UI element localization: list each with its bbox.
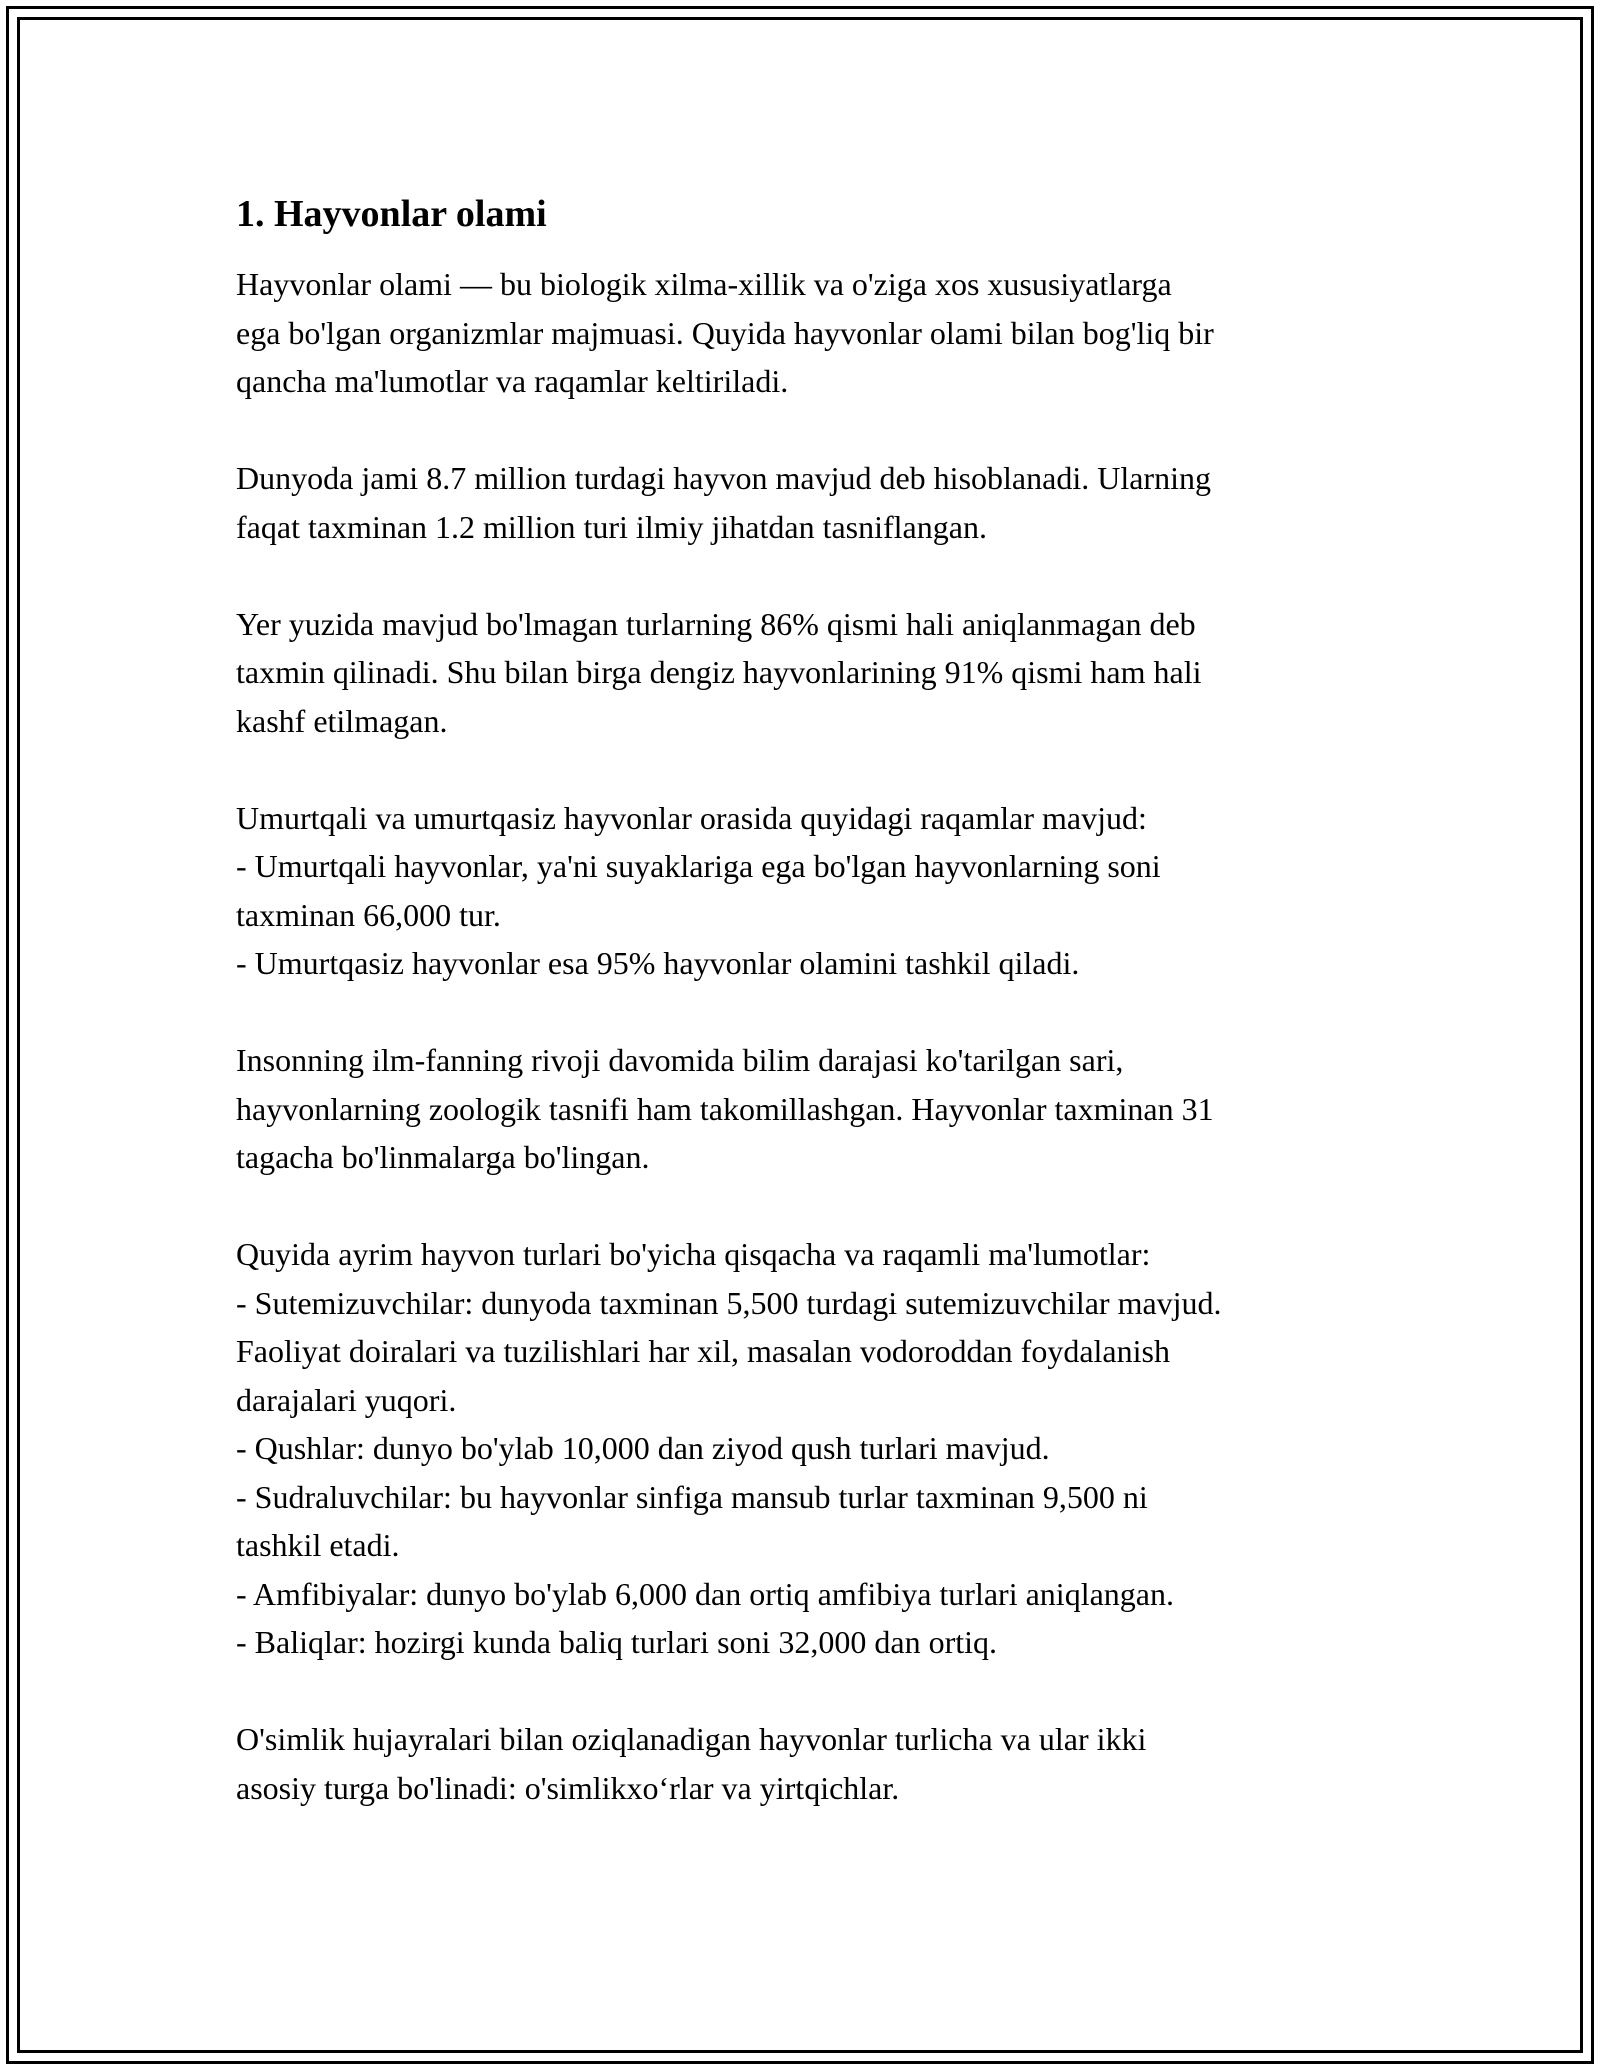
text-line: taxminan 66,000 tur. xyxy=(236,896,501,933)
text-line: tashkil etadi. xyxy=(236,1527,400,1563)
list-item: - Umurtqasiz hayvonlar esa 95% hayvonlar olamini tashkil qiladi. xyxy=(236,945,1080,981)
text-line: Faoliyat doiralari va tuzilishlari har xil, masalan vodoroddan foydalanish xyxy=(236,1333,1170,1369)
paragraph-species-count xyxy=(236,454,1386,551)
paragraph-intro xyxy=(236,260,1386,406)
list-item: - Sutemizuvchilar: dunyoda taxminan 5,500 turdagi sutemizuvchilar mavjud. xyxy=(236,1284,1222,1321)
text-line: tagacha bo'linmalarga bo'lingan. xyxy=(236,1139,650,1175)
list-item: - Amfibiyalar: dunyo bo'ylab 6,000 dan ortiq amfibiya turlari aniqlangan. xyxy=(236,1575,1174,1612)
list-item: - Umurtqali hayvonlar, ya'ni suyaklariga ega bo'lgan hayvonlarning soni xyxy=(236,848,1161,884)
text-line: darajalari yuqori. xyxy=(236,1381,457,1418)
text-line: faqat taxminan 1.2 million turi ilmiy jihatdan tasniflangan. xyxy=(236,508,987,545)
list-item: - Qushlar: dunyo bo'ylab 10,000 dan ziyod qush turlari mavjud. xyxy=(236,1430,1050,1466)
text-line: Quyida ayrim hayvon turlari bo'yicha qisqacha va raqamli ma'lumotlar: xyxy=(236,1236,1151,1272)
text-line: Dunyoda jami 8.7 million turdagi hayvon mavjud deb hisoblanadi. Ularning xyxy=(236,460,1211,496)
text-line: kashf etilmagan. xyxy=(236,702,448,739)
paragraph-undiscovered xyxy=(236,600,1386,746)
document-body xyxy=(236,190,1386,1861)
paragraph-herbivores xyxy=(236,1715,1386,1812)
paragraph-animal-groups xyxy=(236,1230,1386,1667)
paragraph-vertebrates xyxy=(236,794,1386,988)
text-line: Insonning ilm-fanning rivoji davomida bilim darajasi ko'tarilgan sari, xyxy=(236,1042,1124,1078)
text-line: taxmin qilinadi. Shu bilan birga dengiz hayvonlarining 91% qismi ham hali xyxy=(236,654,1202,690)
text-line: Hayvonlar olami — bu biologik xilma-xillik va o'ziga xos xususiyatlarga xyxy=(236,266,1172,302)
text-line: hayvonlarning zoologik tasnifi ham takomillashgan. Hayvonlar taxminan 31 xyxy=(236,1090,1214,1127)
text-line: Umurtqali va umurtqasiz hayvonlar orasida quyidagi raqamlar mavjud: xyxy=(236,799,1147,836)
paragraph-classification xyxy=(236,1036,1386,1182)
text-line: O'simlik hujayralari bilan oziqlanadigan hayvonlar turlicha va ular ikki xyxy=(236,1721,1147,1757)
section-heading: 1. Hayvonlar olami xyxy=(236,193,547,235)
list-item: - Baliqlar: hozirgi kunda baliq turlari soni 32,000 dan ortiq. xyxy=(236,1624,998,1660)
text-line: ega bo'lgan organizmlar majmuasi. Quyida hayvonlar olami bilan bog'liq bir xyxy=(236,314,1214,351)
text-line: Yer yuzida mavjud bo'lmagan turlarning 86% qismi hali aniqlanmagan deb xyxy=(236,605,1196,642)
text-line: asosiy turga bo'linadi: o'simlikxo‘rlar va yirtqichlar. xyxy=(236,1769,900,1806)
text-line: qancha ma'lumotlar va raqamlar keltiriladi. xyxy=(236,363,789,399)
list-item: - Sudraluvchilar: bu hayvonlar sinfiga mansub turlar taxminan 9,500 ni xyxy=(236,1478,1148,1515)
